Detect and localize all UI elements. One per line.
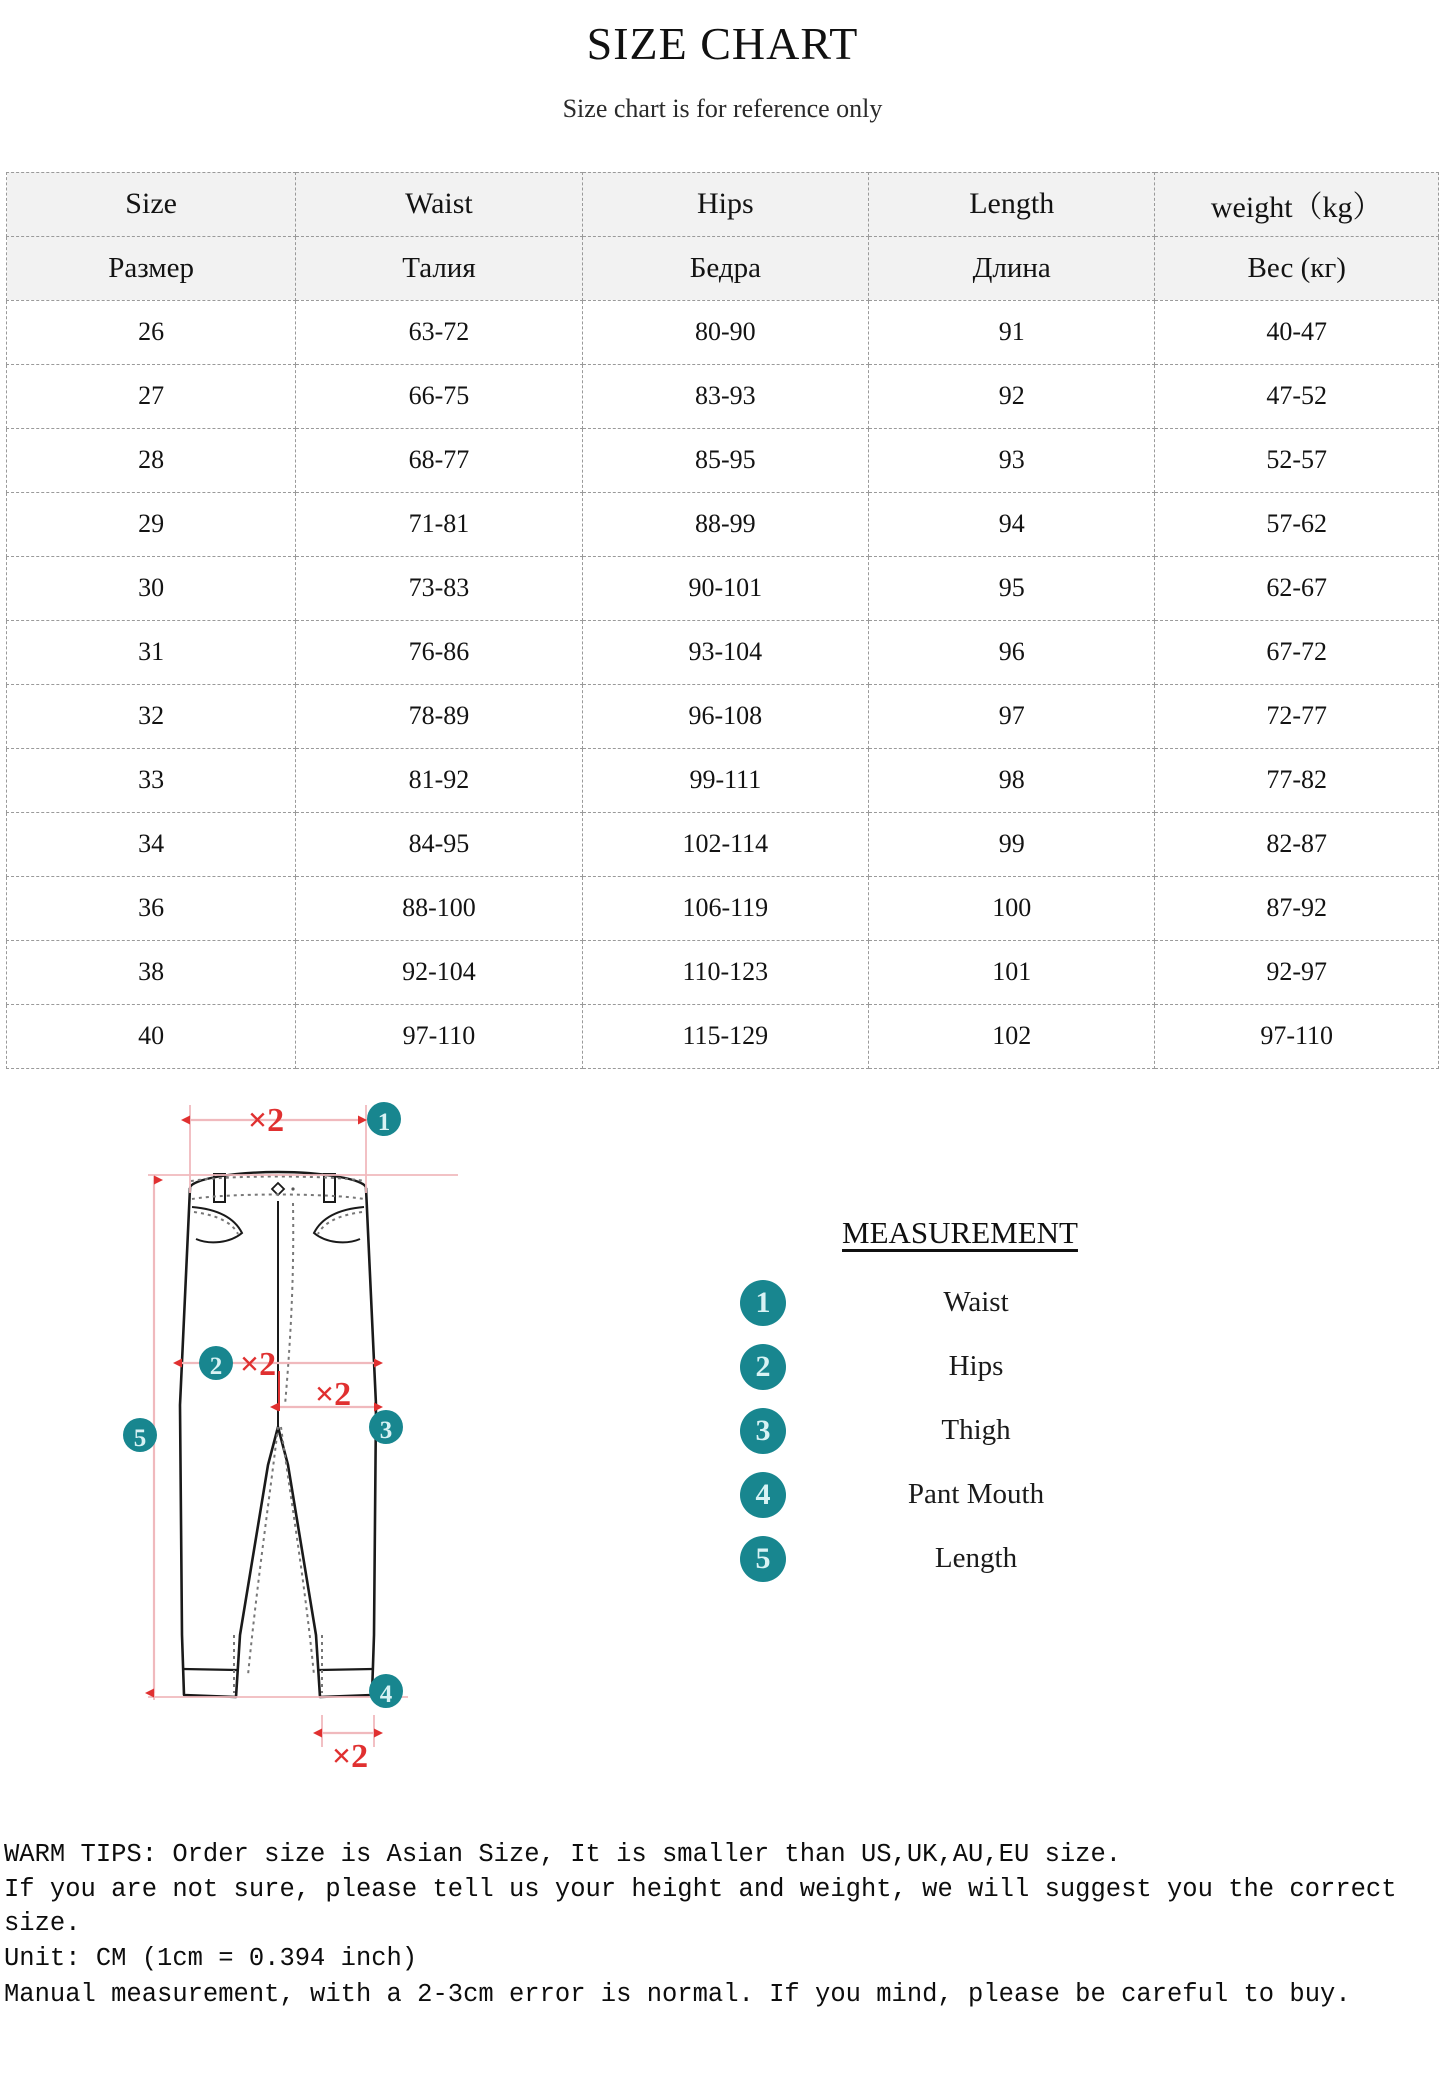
cell-size: 27 <box>7 364 296 428</box>
warm-tips-block <box>4 1838 1441 2013</box>
table-row <box>7 940 1439 1004</box>
cell-hips: 99-111 <box>582 748 868 812</box>
cell-hips: 83-93 <box>582 364 868 428</box>
table-row <box>7 492 1439 556</box>
table-row <box>7 620 1439 684</box>
legend-badge-2: 2 <box>740 1344 786 1390</box>
cell-length: 91 <box>869 300 1155 364</box>
cell-weight: 62-67 <box>1155 556 1439 620</box>
table-row <box>7 428 1439 492</box>
cell-waist: 78-89 <box>296 684 582 748</box>
table-row <box>7 876 1439 940</box>
marker-3-number: 3 <box>379 1416 393 1444</box>
cell-hips: 115-129 <box>582 1004 868 1068</box>
col-header-weight-ru: Вес (кг) <box>1155 236 1439 300</box>
legend-item-pant-mouth <box>740 1463 1160 1527</box>
cell-waist: 97-110 <box>296 1004 582 1068</box>
legend-badge-5: 5 <box>740 1536 786 1582</box>
legend-item-thigh <box>740 1399 1160 1463</box>
legend-label-waist: Waist <box>943 1286 1009 1319</box>
hips-multiplier-label: ×2 <box>239 1345 277 1383</box>
cell-weight: 47-52 <box>1155 364 1439 428</box>
size-table-wrapper <box>0 172 1445 1069</box>
legend-item-waist <box>740 1271 1160 1335</box>
col-header-hips-ru: Бедра <box>582 236 868 300</box>
pant-mouth-multiplier-label: ×2 <box>331 1737 369 1775</box>
marker-1-number: 1 <box>377 1108 391 1136</box>
cell-hips: 102-114 <box>582 812 868 876</box>
legend-badge-3: 3 <box>740 1408 786 1454</box>
col-header-length-en: Length <box>869 172 1155 236</box>
cell-weight: 72-77 <box>1155 684 1439 748</box>
cell-size: 28 <box>7 428 296 492</box>
cell-waist: 68-77 <box>296 428 582 492</box>
cell-hips: 80-90 <box>582 300 868 364</box>
size-table-body <box>7 300 1439 1068</box>
table-row <box>7 364 1439 428</box>
size-table <box>6 172 1439 1069</box>
table-header-row-en <box>7 172 1439 236</box>
page-subtitle: Size chart is for reference only <box>562 93 883 123</box>
cell-waist: 92-104 <box>296 940 582 1004</box>
cell-size: 36 <box>7 876 296 940</box>
cell-length: 98 <box>869 748 1155 812</box>
measurement-legend <box>740 1215 1160 1591</box>
diagram-and-legend <box>0 1075 1445 1815</box>
col-header-waist-en: Waist <box>296 172 582 236</box>
cell-hips: 88-99 <box>582 492 868 556</box>
cell-length: 95 <box>869 556 1155 620</box>
size-table-head <box>7 172 1439 300</box>
cell-size: 29 <box>7 492 296 556</box>
table-row <box>7 300 1439 364</box>
legend-badge-4: 4 <box>740 1472 786 1518</box>
cell-waist: 81-92 <box>296 748 582 812</box>
cell-weight: 57-62 <box>1155 492 1439 556</box>
table-row <box>7 684 1439 748</box>
warm-tips-line-1: WARM TIPS: Order size is Asian Size, It is smaller than US,UK,AU,EU size. <box>4 1840 1122 1869</box>
marker-5-number: 5 <box>133 1424 147 1452</box>
col-header-size-ru: Размер <box>7 236 296 300</box>
legend-label-thigh: Thigh <box>941 1414 1011 1447</box>
marker-2-number: 2 <box>209 1352 223 1380</box>
cell-size: 40 <box>7 1004 296 1068</box>
cell-length: 94 <box>869 492 1155 556</box>
cell-size: 34 <box>7 812 296 876</box>
pants-outline <box>180 1172 376 1697</box>
warm-tips-line-4: Manual measurement, with a 2-3cm error is normal. If you mind, please be careful to buy. <box>4 1979 1351 2009</box>
cell-size: 32 <box>7 684 296 748</box>
cell-length: 92 <box>869 364 1155 428</box>
cell-weight: 87-92 <box>1155 876 1439 940</box>
cell-weight: 82-87 <box>1155 812 1439 876</box>
cell-weight: 77-82 <box>1155 748 1439 812</box>
cell-waist: 76-86 <box>296 620 582 684</box>
cell-size: 38 <box>7 940 296 1004</box>
legend-item-length <box>740 1527 1160 1591</box>
length-dimension-arrow <box>123 1180 157 1693</box>
table-row <box>7 812 1439 876</box>
legend-label-pant-mouth: Pant Mouth <box>907 1478 1045 1511</box>
cell-waist: 84-95 <box>296 812 582 876</box>
cell-hips: 106-119 <box>582 876 868 940</box>
warm-tips-line-3: Unit: CM (1cm = 0.394 inch) <box>4 1944 418 1974</box>
cell-waist: 88-100 <box>296 876 582 940</box>
cell-length: 97 <box>869 684 1155 748</box>
cell-size: 31 <box>7 620 296 684</box>
cell-weight: 67-72 <box>1155 620 1439 684</box>
thigh-multiplier-label: ×2 <box>314 1375 352 1413</box>
cell-weight: 40-47 <box>1155 300 1439 364</box>
col-header-weight-en: weight（kg） <box>1155 172 1439 236</box>
cell-hips: 90-101 <box>582 556 868 620</box>
cell-hips: 93-104 <box>582 620 868 684</box>
legend-rows <box>740 1271 1160 1591</box>
cell-waist: 71-81 <box>296 492 582 556</box>
cell-waist: 73-83 <box>296 556 582 620</box>
marker-4-number: 4 <box>379 1680 393 1708</box>
legend-item-hips <box>740 1335 1160 1399</box>
pants-diagram <box>118 1075 538 1815</box>
col-header-waist-ru: Талия <box>296 236 582 300</box>
legend-label-length: Length <box>934 1542 1018 1575</box>
cell-weight: 92-97 <box>1155 940 1439 1004</box>
waist-multiplier-label: ×2 <box>247 1101 285 1139</box>
cell-waist: 66-75 <box>296 364 582 428</box>
cell-length: 93 <box>869 428 1155 492</box>
cell-waist: 63-72 <box>296 300 582 364</box>
cell-hips: 110-123 <box>582 940 868 1004</box>
cell-length: 96 <box>869 620 1155 684</box>
col-header-size-en: Size <box>7 172 296 236</box>
page-title: SIZE CHART <box>586 18 859 69</box>
table-row <box>7 556 1439 620</box>
cell-length: 100 <box>869 876 1155 940</box>
cell-hips: 96-108 <box>582 684 868 748</box>
warm-tips-line-2: If you are not sure, please tell us your height and weight, we will suggest you the correct size. <box>4 1875 1412 1939</box>
cell-length: 102 <box>869 1004 1155 1068</box>
table-row <box>7 748 1439 812</box>
cell-hips: 85-95 <box>582 428 868 492</box>
legend-label-hips: Hips <box>948 1350 1004 1383</box>
table-row <box>7 1004 1439 1068</box>
cell-size: 30 <box>7 556 296 620</box>
cell-weight: 97-110 <box>1155 1004 1439 1068</box>
cell-size: 33 <box>7 748 296 812</box>
legend-badge-1: 1 <box>740 1280 786 1326</box>
waist-dimension-arrow <box>190 1102 401 1139</box>
cell-length: 99 <box>869 812 1155 876</box>
table-header-row-ru <box>7 236 1439 300</box>
col-header-hips-en: Hips <box>582 172 868 236</box>
col-header-length-ru: Длина <box>869 236 1155 300</box>
cell-weight: 52-57 <box>1155 428 1439 492</box>
header-block <box>0 0 1445 124</box>
legend-title: MEASUREMENT <box>842 1214 1078 1250</box>
pants-diagram-svg <box>118 1075 538 1815</box>
cell-length: 101 <box>869 940 1155 1004</box>
cell-size: 26 <box>7 300 296 364</box>
